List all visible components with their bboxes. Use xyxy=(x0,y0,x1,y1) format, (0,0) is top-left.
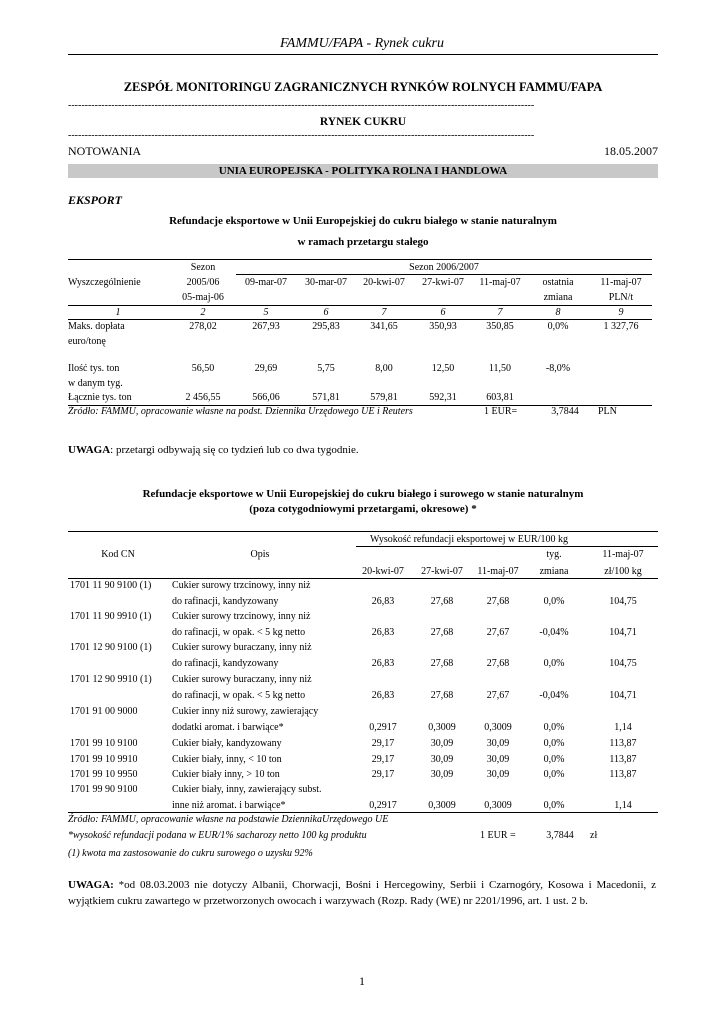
table2-source: Źródło: FAMMU, opracowanie własne na podstawie DziennikaUrzędowego UE xyxy=(68,814,389,825)
table1-cell: -8,0% xyxy=(545,363,571,374)
table2-cell: -0,04% xyxy=(539,690,569,701)
table1-eur-value: 3,7844 xyxy=(551,406,579,417)
section-title: RYNEK CUKRU xyxy=(319,116,407,128)
table1-cell: 5,75 xyxy=(317,363,335,374)
table2-cell: 29,17 xyxy=(371,738,395,749)
table2-opis: Cukier inny niż surowy, zawierający xyxy=(172,706,319,717)
table1-header-plnt: PLN/t xyxy=(608,292,634,303)
notowania-label: NOTOWANIA xyxy=(68,144,142,158)
table1-cell: 295,83 xyxy=(312,321,340,332)
dashed-separator: -------------------------------------------------------------------------------------------------------------------------------------------- xyxy=(68,131,535,141)
table1-rule xyxy=(68,319,652,320)
table1-colnum: 8 xyxy=(555,307,561,318)
uwaga-label: UWAGA: xyxy=(68,879,114,891)
table2-header-kodcn: Kod CN xyxy=(101,549,135,560)
table2-opis: do rafinacji, w opak. < 5 kg netto xyxy=(172,690,306,701)
table1-rule xyxy=(68,305,652,306)
table1-colnum: 1 xyxy=(115,307,121,318)
table1-colnum: 6 xyxy=(440,307,446,318)
table2-cell: 0,2917 xyxy=(369,722,397,733)
table2-cell: 27,67 xyxy=(486,627,510,638)
table1-cell: 579,81 xyxy=(370,392,398,403)
table2-cell: 0,0% xyxy=(543,722,565,733)
table1-cell: 267,93 xyxy=(252,321,280,332)
table1-cell: 566,06 xyxy=(252,392,280,403)
table1-rule xyxy=(68,259,652,260)
table1-header-05maj: 05-maj-06 xyxy=(182,292,224,303)
table1-cell: 592,31 xyxy=(429,392,457,403)
table1-cell: 12,50 xyxy=(431,363,455,374)
table2-kod: 1701 11 90 9100 (1) xyxy=(70,580,152,591)
table2-cell: 1,14 xyxy=(614,722,632,733)
table2-kod: 1701 12 90 9910 (1) xyxy=(70,674,152,685)
header-rule xyxy=(68,54,658,55)
table2-title: Refundacje eksportowe w Unii Europejskiej do cukru białego i surowego w stanie naturalnym xyxy=(142,488,584,500)
table2-eur-value: 3,7844 xyxy=(546,830,574,841)
table2-cell: 27,68 xyxy=(486,596,510,607)
table1-header-date: 20-kwi-07 xyxy=(363,277,405,288)
table2-kod: 1701 99 10 9910 xyxy=(70,754,138,765)
table2-cell: 29,17 xyxy=(371,769,395,780)
table2-cell: 0,0% xyxy=(543,596,565,607)
table2-cell: 113,87 xyxy=(609,754,637,765)
table2-cell: 27,68 xyxy=(430,627,454,638)
table1-cell: 56,50 xyxy=(191,363,215,374)
table2-opis: Cukier biały inny, > 10 ton xyxy=(172,769,280,780)
section-band: UNIA EUROPEJSKA - POLITYKA ROLNA I HANDLOWA xyxy=(68,164,658,178)
table1-cell: 603,81 xyxy=(486,392,514,403)
table1-cell: 11,50 xyxy=(488,363,512,374)
table2-rule xyxy=(68,531,658,532)
table1-header-sezon: Sezon xyxy=(190,262,216,273)
table2-header-tyg: tyg. xyxy=(546,549,562,560)
table1-cell: 2 456,55 xyxy=(185,392,221,403)
table2-header-wysokosc: Wysokość refundacji eksportowej w EUR/100 kg xyxy=(370,534,568,545)
table2-kod: 1701 12 90 9100 (1) xyxy=(70,642,152,653)
table1-eur-unit: PLN xyxy=(598,406,617,417)
table2-header-date: 11-maj-07 xyxy=(477,566,519,577)
table2-cell: 26,83 xyxy=(371,596,395,607)
table2-opis: inne niż aromat. i barwiące* xyxy=(172,800,286,811)
table2-opis: Cukier biały, inny, zawierający subst. xyxy=(172,784,322,795)
table2-cell: 0,0% xyxy=(543,738,565,749)
table2-cell: 30,09 xyxy=(486,738,510,749)
table2-cell: 0,3009 xyxy=(428,800,456,811)
table2-kod: 1701 91 00 9000 xyxy=(70,706,138,717)
table1-header-sezon-2006: Sezon 2006/2007 xyxy=(409,262,479,273)
table2-cell: 30,09 xyxy=(430,769,454,780)
table2-cell: 27,68 xyxy=(430,690,454,701)
table2-opis: do rafinacji, w opak. < 5 kg netto xyxy=(172,627,306,638)
table2-cell: 0,0% xyxy=(543,658,565,669)
table2-cell: 0,3009 xyxy=(428,722,456,733)
table1-colnum: 5 xyxy=(263,307,269,318)
table1-header-date: 09-mar-07 xyxy=(244,277,287,288)
table2-cell: 0,0% xyxy=(543,769,565,780)
table1-header-wyszczegolnienie: Wyszczególnienie xyxy=(68,277,141,288)
table1-cell: 29,69 xyxy=(254,363,278,374)
table2-cell: 30,09 xyxy=(430,754,454,765)
table2-cell: 30,09 xyxy=(486,754,510,765)
table1-colnum: 2 xyxy=(200,307,206,318)
table2-cell: -0,04% xyxy=(539,627,569,638)
table2-opis: do rafinacji, kandyzowany xyxy=(172,658,279,669)
table2-cell: 104,71 xyxy=(609,690,637,701)
table2-rule xyxy=(356,546,658,547)
uwaga-text: *od 08.03.2003 nie dotyczy Albanii, Chorwacji, Bośni i Hercegowiny, Serbii i Czarnogóry, Kosowa i Macedonii, z wyjątkiem cukru zawartego w przetworzonych owocach i warzywach (Rozp. Rady (WE) nr 2201/1996, art. 1 ust. 2 b. xyxy=(68,879,656,907)
table1-colnum: 7 xyxy=(497,307,503,318)
table2-subtitle: (poza cotygodniowymi przetargami, okresowe) * xyxy=(249,503,477,515)
table1-cell: 278,02 xyxy=(189,321,217,332)
table2-cell: 27,68 xyxy=(430,658,454,669)
table2-eur-label: 1 EUR = xyxy=(480,830,516,841)
table2-cell: 30,09 xyxy=(430,738,454,749)
table2-cell: 26,83 xyxy=(371,690,395,701)
table2-cell: 104,75 xyxy=(609,658,637,669)
table2-rule xyxy=(68,578,658,579)
table2-cell: 29,17 xyxy=(371,754,395,765)
table1-header-date: 30-mar-07 xyxy=(304,277,347,288)
table2-cell: 27,68 xyxy=(486,658,510,669)
table2-header-date: 20-kwi-07 xyxy=(362,566,404,577)
table1-colnum: 7 xyxy=(381,307,387,318)
table2-kod: 1701 99 10 9100 xyxy=(70,738,138,749)
table2-cell: 26,83 xyxy=(371,658,395,669)
table2-cell: 0,2917 xyxy=(369,800,397,811)
table2-cell: 1,14 xyxy=(614,800,632,811)
table1-cell: 571,81 xyxy=(312,392,340,403)
table1-cell: 0,0% xyxy=(547,321,569,332)
table1-rule xyxy=(236,274,652,275)
uwaga-note-1 xyxy=(68,444,359,456)
table2-cell: 30,09 xyxy=(486,769,510,780)
table1-row-label: Maks. dopłata xyxy=(68,321,125,332)
table1-cell: 341,65 xyxy=(370,321,398,332)
table2-cell: 27,67 xyxy=(486,690,510,701)
table2-opis: do rafinacji, kandyzowany xyxy=(172,596,279,607)
table1-colnum: 9 xyxy=(618,307,624,318)
table1-row-label: euro/tonę xyxy=(68,336,106,347)
table2-header-zl100kg: zł/100 kg xyxy=(604,566,642,577)
table2-kod: 1701 99 90 9100 xyxy=(70,784,138,795)
table1-row-label: Łącznie tys. ton xyxy=(68,392,132,403)
table2-opis: dodatki aromat. i barwiące* xyxy=(172,722,284,733)
table2-header-opis: Opis xyxy=(250,549,270,560)
table2-note: *wysokość refundacji podana w EUR/1% sacharozy netto 100 kg produktu xyxy=(68,830,367,841)
table2-kod: 1701 11 90 9910 (1) xyxy=(70,611,152,622)
table1-row-label: w danym tyg. xyxy=(68,378,123,389)
document-date: 18.05.2007 xyxy=(604,144,658,158)
table2-cell: 113,87 xyxy=(609,738,637,749)
table2-header-date: 27-kwi-07 xyxy=(421,566,463,577)
running-header: FAMMU/FAPA - Rynek cukru xyxy=(280,36,444,51)
table1-header-11maj: 11-maj-07 xyxy=(600,277,642,288)
table1-header-zmiana: zmiana xyxy=(543,292,573,303)
page-number: 1 xyxy=(359,974,365,988)
uwaga-text: : przetargi odbywają się co tydzień lub co dwa tygodnie. xyxy=(110,444,359,456)
table2-cell: 0,0% xyxy=(543,800,565,811)
table2-cell: 104,71 xyxy=(609,627,637,638)
table2-opis: Cukier surowy buraczany, inny niż xyxy=(172,674,312,685)
dashed-separator: -------------------------------------------------------------------------------------------------------------------------------------------- xyxy=(68,101,535,111)
table2-cell: 0,3009 xyxy=(484,722,512,733)
table2-rule xyxy=(68,812,658,813)
table2-header-zmiana: zmiana xyxy=(539,566,569,577)
table1-cell: 1 327,76 xyxy=(603,321,639,332)
table1-row-label: Ilość tys. ton xyxy=(68,363,120,374)
table2-opis: Cukier surowy trzcinowy, inny niż xyxy=(172,580,311,591)
table1-eur-label: 1 EUR= xyxy=(484,406,518,417)
uwaga-label: UWAGA xyxy=(68,444,111,456)
table2-eur-unit: zł xyxy=(590,830,598,841)
table1-source: Źródło: FAMMU, opracowanie własne na podst. Dziennika Urzędowego UE i Reuters xyxy=(68,406,413,417)
table2-footnote: (1) kwota ma zastosowanie do cukru surowego o uzysku 92% xyxy=(68,848,313,859)
table1-header-date: 27-kwi-07 xyxy=(422,277,464,288)
table1-colnum: 6 xyxy=(323,307,329,318)
table2-cell: 104,75 xyxy=(609,596,637,607)
table1-title: Refundacje eksportowe w Unii Europejskiej do cukru białego w stanie naturalnym xyxy=(169,215,557,227)
table1-header-ostatnia: ostatnia xyxy=(542,277,574,288)
table1-cell: 350,93 xyxy=(429,321,457,332)
table2-cell: 0,3009 xyxy=(484,800,512,811)
table1-subtitle: w ramach przetargu stałego xyxy=(297,236,429,248)
table2-cell: 27,68 xyxy=(430,596,454,607)
table2-cell: 0,0% xyxy=(543,754,565,765)
table1-header-2005: 2005/06 xyxy=(186,277,220,288)
table2-opis: Cukier biały, kandyzowany xyxy=(172,738,282,749)
table2-opis: Cukier surowy trzcinowy, inny niż xyxy=(172,611,311,622)
uwaga-note-2 xyxy=(68,877,656,909)
table1-cell: 350,85 xyxy=(486,321,514,332)
table2-cell: 26,83 xyxy=(371,627,395,638)
table2-kod: 1701 99 10 9950 xyxy=(70,769,138,780)
table2-header-11maj: 11-maj-07 xyxy=(602,549,644,560)
table2-opis: Cukier surowy buraczany, inny niż xyxy=(172,642,312,653)
table1-header-date: 11-maj-07 xyxy=(479,277,521,288)
table1-cell: 8,00 xyxy=(375,363,393,374)
eksport-heading: EKSPORT xyxy=(68,193,123,207)
main-title: ZESPÓŁ MONITORINGU ZAGRANICZNYCH RYNKÓW ROLNYCH FAMMU/FAPA xyxy=(123,80,603,94)
table2-opis: Cukier biały, inny, < 10 ton xyxy=(172,754,282,765)
table2-cell: 113,87 xyxy=(609,769,637,780)
